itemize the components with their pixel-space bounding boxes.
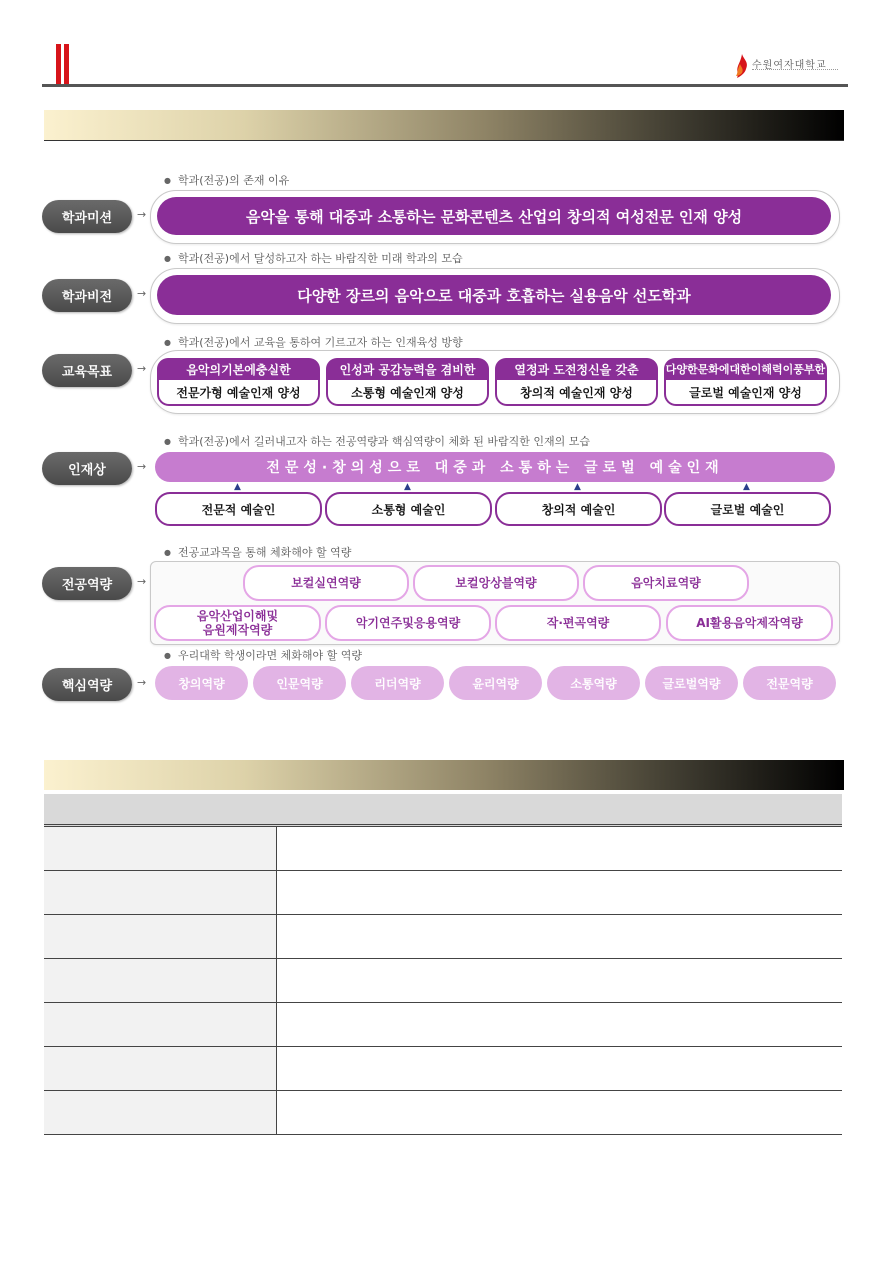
table-row	[44, 959, 842, 1003]
table-cell	[276, 915, 842, 959]
arrow-icon: →	[137, 362, 147, 375]
goal-trait: 열정과 도전정신을 갖춘	[495, 358, 658, 380]
table-header-row	[44, 794, 842, 826]
major-label: 전공역량	[42, 567, 132, 600]
major-competency: AI활용음악제작역량	[666, 605, 833, 641]
logo-text: 수원여자대학교	[752, 60, 827, 71]
goal-item	[495, 358, 660, 409]
arrow-icon: →	[137, 208, 147, 221]
vision-note: ● 학과(전공)에서 달성하고자 하는 바람직한 미래 학과의 모습	[164, 250, 463, 266]
core-competency: 리더역량	[351, 666, 444, 700]
talent-label: 인재상	[42, 452, 132, 485]
goal-trait: 음악의기본에충실한	[157, 358, 320, 380]
major-competency: 보컬앙상블역량	[413, 565, 579, 601]
goal-item	[326, 358, 491, 409]
major-competency: 음악산업이해및 음원제작역량	[154, 605, 321, 641]
table-cell	[276, 871, 842, 915]
table-cell	[44, 915, 276, 959]
university-logo	[734, 52, 844, 80]
talent-item: 글로벌 예술인	[664, 492, 831, 526]
table-row	[44, 1091, 842, 1135]
table-cell	[276, 826, 842, 871]
goal-target: 소통형 예술인재 양성	[326, 380, 489, 406]
core-competency: 윤리역량	[449, 666, 542, 700]
talent-note: ● 학과(전공)에서 길러내고자 하는 전공역량과 핵심역량이 체화 된 바람직한 인재의 모습	[164, 433, 590, 449]
arrow-icon: →	[137, 676, 147, 689]
core-competency: 창의역량	[155, 666, 248, 700]
flame-logo-icon	[734, 54, 750, 78]
core-competency: 전문역량	[743, 666, 836, 700]
up-triangle-icon: ▲	[234, 482, 241, 492]
vision-text: 다양한 장르의 음악으로 대중과 호흡하는 실용음악 선도학과	[157, 275, 831, 315]
section-underline-1	[44, 140, 844, 141]
goal-item	[157, 358, 322, 409]
up-triangle-icon: ▲	[574, 482, 581, 492]
talent-statement: 전문성·창의성으로 대중과 소통하는 글로벌 예술인재	[155, 452, 835, 482]
table-cell	[44, 826, 276, 871]
table-row	[44, 826, 842, 871]
table-cell	[44, 871, 276, 915]
arrow-icon: →	[137, 287, 147, 300]
section-bar-1	[44, 110, 844, 140]
core-note: ● 우리대학 학생이라면 체화해야 할 역량	[164, 647, 362, 663]
core-competency: 글로벌역량	[645, 666, 738, 700]
major-competency: 보컬실연역량	[243, 565, 409, 601]
mission-text: 음악을 통해 대중과 소통하는 문화콘텐츠 산업의 창의적 여성전문 인재 양성	[157, 197, 831, 235]
goal-trait: 인성과 공감능력을 겸비한	[326, 358, 489, 380]
vision-label: 학과비전	[42, 279, 132, 312]
competency-table	[44, 794, 842, 1135]
table-cell	[44, 1003, 276, 1047]
header-accent-bar-right	[64, 44, 69, 84]
goal-target: 창의적 예술인재 양성	[495, 380, 658, 406]
talent-item: 전문적 예술인	[155, 492, 322, 526]
talent-item: 창의적 예술인	[495, 492, 662, 526]
goal-item	[664, 358, 829, 409]
mission-note: ● 학과(전공)의 존재 이유	[164, 172, 289, 188]
mission-label: 학과미션	[42, 200, 132, 233]
table-cell	[276, 1047, 842, 1091]
table-cell	[276, 1091, 842, 1135]
up-triangle-icon: ▲	[404, 482, 411, 492]
core-competency: 인문역량	[253, 666, 346, 700]
table-cell	[276, 959, 842, 1003]
table-header-cell	[276, 794, 842, 826]
table-cell	[44, 959, 276, 1003]
major-competency: 악기연주및응용역량	[325, 605, 491, 641]
major-competency: 작·편곡역량	[495, 605, 661, 641]
goals-label: 교육목표	[42, 354, 132, 387]
table-cell	[44, 1047, 276, 1091]
section-bar-2	[44, 760, 844, 790]
table-header-cell	[44, 794, 276, 826]
table-row	[44, 915, 842, 959]
logo-subline	[752, 69, 838, 72]
goals-note: ● 학과(전공)에서 교육을 통하여 기르고자 하는 인재육성 방향	[164, 334, 463, 350]
up-triangle-icon: ▲	[743, 482, 750, 492]
goal-target: 글로벌 예술인재 양성	[664, 380, 827, 406]
table-row	[44, 1047, 842, 1091]
table-row	[44, 871, 842, 915]
major-competency: 음악치료역량	[583, 565, 749, 601]
goal-trait: 다양한문화에대한이해력이풍부한	[664, 358, 827, 380]
table-row	[44, 1003, 842, 1047]
talent-item: 소통형 예술인	[325, 492, 492, 526]
core-competency: 소통역량	[547, 666, 640, 700]
goal-target: 전문가형 예술인재 양성	[157, 380, 320, 406]
arrow-icon: →	[137, 460, 147, 473]
table-cell	[276, 1003, 842, 1047]
table-cell	[44, 1091, 276, 1135]
header-rule	[42, 84, 848, 87]
arrow-icon: →	[137, 575, 147, 588]
major-note: ● 전공교과목을 통해 체화해야 할 역량	[164, 544, 351, 560]
core-label: 핵심역량	[42, 668, 132, 701]
header-accent-bar-left	[56, 44, 61, 84]
